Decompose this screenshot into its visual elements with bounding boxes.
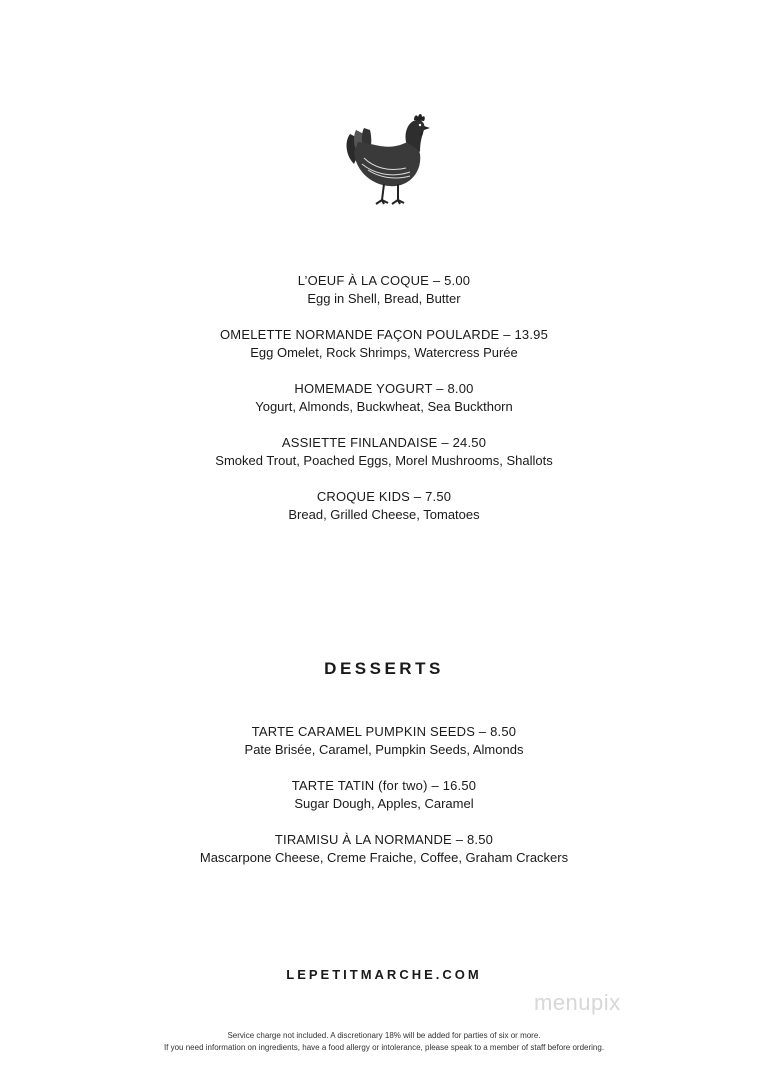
menu-item-description: Yogurt, Almonds, Buckwheat, Sea Buckthorn [255, 399, 513, 414]
menu-item [0, 831, 768, 885]
menu-item [0, 380, 768, 434]
footer-notice [0, 1030, 768, 1054]
menu-item-description: Pate Brisée, Caramel, Pumpkin Seeds, Almonds [244, 742, 524, 757]
menu-item [0, 326, 768, 380]
desserts-heading: DESSERTS [324, 659, 444, 678]
website-url: LEPETITMARCHE.COM [286, 967, 482, 982]
menu-item [0, 777, 768, 831]
menu-item-description: Bread, Grilled Cheese, Tomatoes [288, 507, 480, 522]
menu-item-description: Egg Omelet, Rock Shrimps, Watercress Purée [250, 345, 518, 360]
menu-item-title: TIRAMISU À LA NORMANDE – 8.50 [274, 832, 494, 847]
menu-item-description: Sugar Dough, Apples, Caramel [294, 796, 474, 811]
menu-item [0, 272, 768, 326]
menu-item-title: TARTE CARAMEL PUMPKIN SEEDS – 8.50 [251, 724, 517, 739]
menu-item-title: OMELETTE NORMANDE FAÇON POULARDE – 13.95 [219, 327, 549, 342]
menu-item-title: ASSIETTE FINLANDAISE – 24.50 [281, 435, 487, 450]
footer-line: Service charge not included. A discretionary 18% will be added for parties of six or more. [227, 1031, 541, 1040]
menu-item [0, 723, 768, 777]
menu-item-description: Mascarpone Cheese, Creme Fraiche, Coffee, Graham Crackers [199, 850, 569, 865]
menu-item-title: TARTE TATIN (for two) – 16.50 [291, 778, 477, 793]
rooster-icon [340, 112, 436, 212]
menu-item-description: Egg in Shell, Bread, Butter [307, 291, 461, 306]
menu-item [0, 434, 768, 488]
watermark: menupix [534, 990, 621, 1015]
footer-line: If you need information on ingredients, have a food allergy or intolerance, please speak to a member of staff before ordering. [163, 1043, 605, 1052]
menu-item-description: Smoked Trout, Poached Eggs, Morel Mushrooms, Shallots [215, 453, 553, 468]
menu-item [0, 488, 768, 542]
desserts-menu [0, 723, 768, 885]
menu-item-title: CROQUE KIDS – 7.50 [316, 489, 452, 504]
mains-menu [0, 272, 768, 542]
menu-item-title: L’OEUF À LA COQUE – 5.00 [297, 273, 471, 288]
menu-item-title: HOMEMADE YOGURT – 8.00 [294, 381, 474, 396]
